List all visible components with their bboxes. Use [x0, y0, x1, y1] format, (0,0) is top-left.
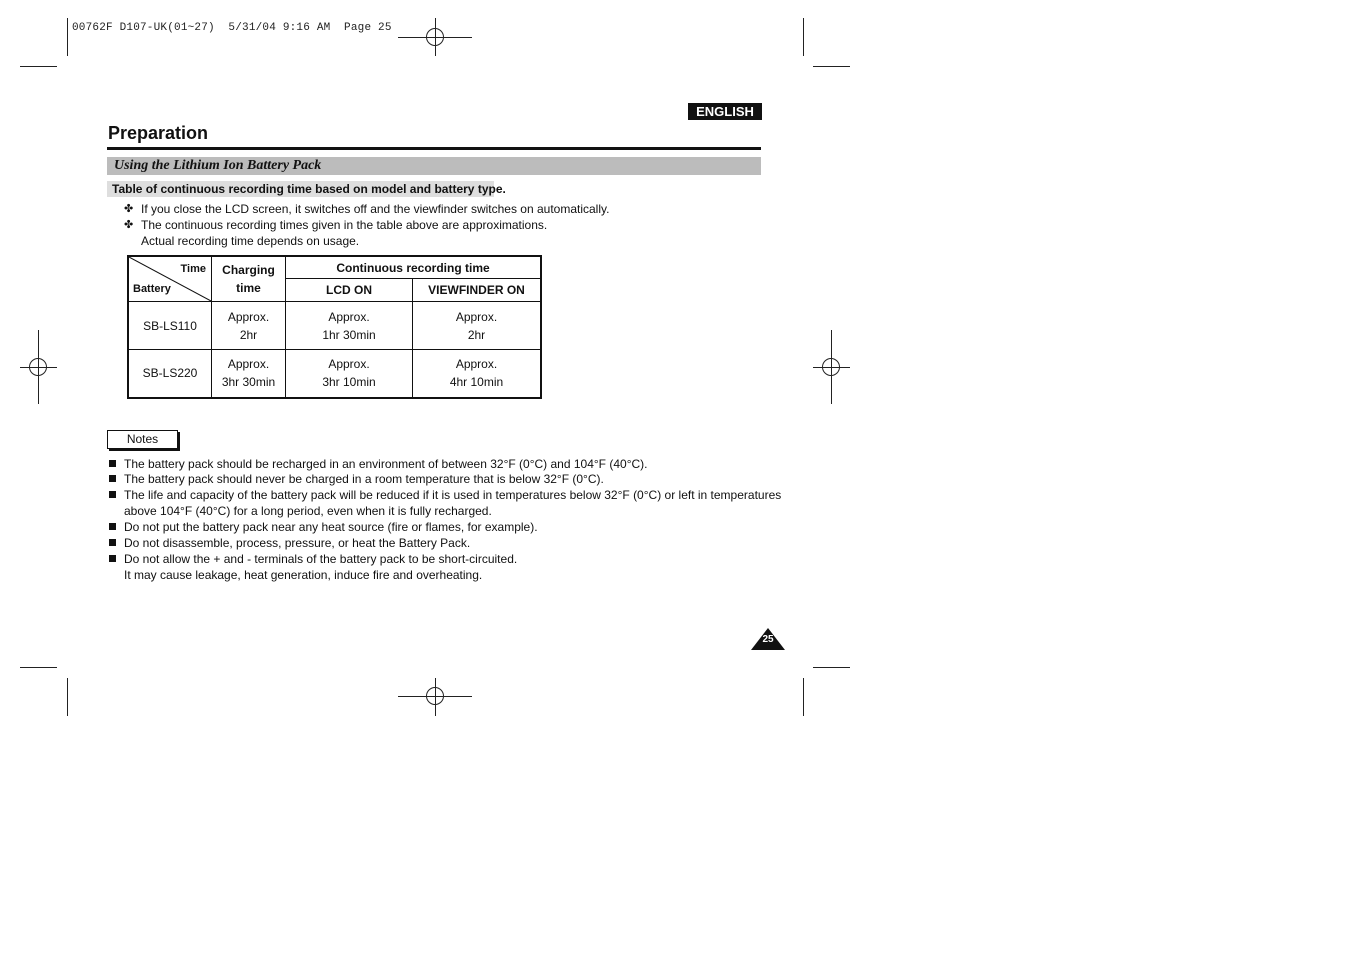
charging-time-header: Charging time: [212, 256, 286, 302]
lcd-cell: Approx. 3hr 10min: [286, 350, 413, 398]
notes-label: Notes: [107, 430, 178, 449]
square-bullet-icon: [109, 523, 116, 530]
lcd-on-header: LCD ON: [286, 279, 413, 302]
square-bullet-icon: [109, 539, 116, 546]
table-row: [128, 302, 541, 350]
print-slug: 00762F D107-UK(01~27) 5/31/04 9:16 AM Page 25: [72, 22, 392, 34]
viewfinder-cell: Approx. 2hr: [413, 302, 542, 350]
viewfinder-on-header: VIEWFINDER ON: [413, 279, 542, 302]
battery-cell: SB-LS220: [128, 350, 212, 398]
page-number: 25: [762, 634, 774, 645]
continuous-recording-header: Continuous recording time: [286, 256, 542, 279]
cross-bullet-icon: ✤: [124, 203, 134, 215]
page-title: Preparation: [108, 123, 209, 143]
section-title: Using the Lithium Ion Battery Pack: [114, 158, 322, 173]
time-header: Time: [180, 263, 206, 275]
lcd-cell: Approx. 1hr 30min: [286, 302, 413, 350]
battery-cell: SB-LS110: [128, 302, 212, 350]
viewfinder-cell: Approx. 4hr 10min: [413, 350, 542, 398]
table-row: [128, 350, 541, 398]
recording-time-table: [127, 255, 542, 399]
language-tag: ENGLISH: [688, 103, 762, 120]
title-rule: [107, 147, 761, 150]
square-bullet-icon: [109, 475, 116, 482]
table-caption: Table of continuous recording time based on model and battery type.: [112, 182, 506, 196]
square-bullet-icon: [109, 491, 116, 498]
square-bullet-icon: [109, 460, 116, 467]
battery-header: Battery: [133, 283, 171, 295]
cross-bullet-icon: ✤: [124, 219, 134, 231]
charging-cell: Approx. 3hr 30min: [212, 350, 286, 398]
charging-cell: Approx. 2hr: [212, 302, 286, 350]
square-bullet-icon: [109, 555, 116, 562]
diagonal-header-cell: [128, 256, 212, 302]
